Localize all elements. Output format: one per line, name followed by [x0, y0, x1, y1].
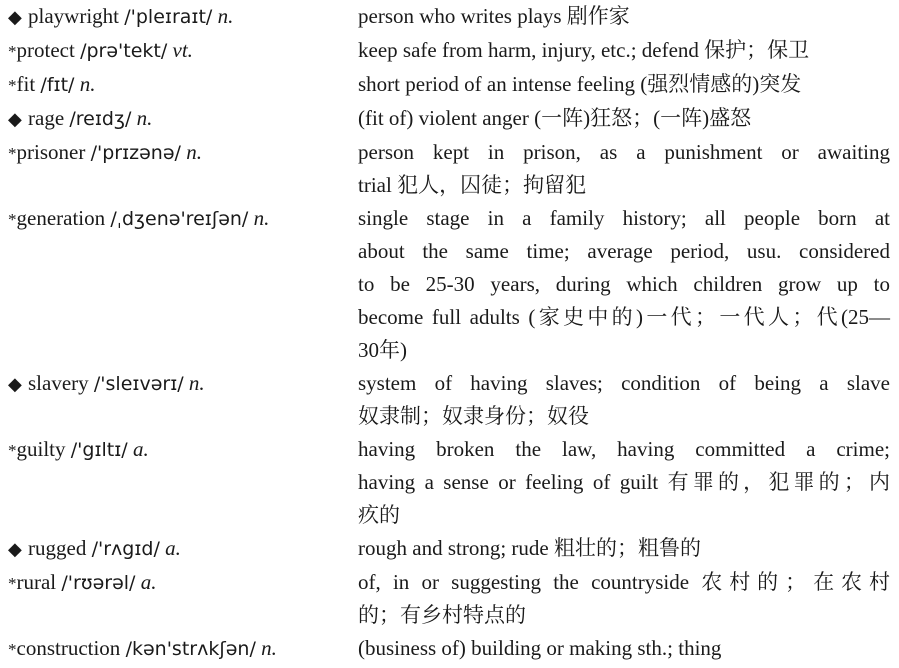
glossary-entry [8, 68, 892, 102]
definition-line: 奴隶制；奴隶身份；奴役 [358, 404, 589, 428]
entry-definition [358, 532, 890, 565]
entry-headword [8, 0, 358, 34]
glossary-entry [8, 532, 892, 566]
entry-part-of-speech: vt. [172, 38, 193, 62]
glossary-entry [8, 433, 892, 532]
entry-phonetic: /reɪdʒ/ [69, 108, 132, 130]
definition-line: short period of an intense feeling (强烈情感的)突发 [358, 72, 802, 96]
entry-definition [358, 68, 890, 101]
entry-definition [358, 0, 890, 33]
asterisk-marker-icon: * [8, 441, 17, 460]
asterisk-marker-icon: * [8, 42, 17, 61]
definition-line: rough and strong; rude 粗壮的；粗鲁的 [358, 536, 701, 560]
definition-line: having broken the law, having committed a crime; [358, 437, 890, 461]
entry-phonetic: /prə'tekt/ [80, 40, 168, 62]
entry-part-of-speech: a. [140, 570, 157, 594]
glossary-entry [8, 566, 892, 632]
entry-word: guilty [16, 437, 66, 461]
entry-part-of-speech: a. [165, 536, 181, 560]
entry-part-of-speech: n. [261, 636, 277, 660]
glossary-entry [8, 202, 892, 367]
entry-definition [358, 367, 890, 433]
definition-line: about the same time; average period, usu. considered [358, 239, 890, 263]
glossary-entry [8, 367, 892, 433]
entry-definition [358, 632, 890, 665]
asterisk-marker-icon: * [8, 76, 17, 95]
entry-headword [8, 632, 358, 666]
definition-line: person kept in prison, as a punishment or awaiting [358, 140, 890, 164]
entry-definition [358, 566, 890, 632]
entry-phonetic: /fɪt/ [40, 74, 75, 96]
diamond-marker-icon: ◆ [8, 539, 22, 559]
entry-part-of-speech: a. [132, 437, 149, 461]
entry-part-of-speech: n. [79, 72, 96, 96]
entry-definition [358, 102, 890, 135]
entry-headword [8, 136, 358, 170]
entry-headword [8, 566, 358, 600]
asterisk-marker-icon: * [8, 574, 17, 593]
entry-phonetic: /'sleɪvərɪ/ [93, 373, 184, 395]
definition-line: (fit of) violent anger (一阵)狂怒；(一阵)盛怒 [358, 106, 752, 130]
entry-word: prisoner [16, 140, 86, 164]
entry-word: protect [16, 38, 75, 62]
glossary-entry [8, 102, 892, 136]
definition-line: 30年) [358, 338, 407, 362]
definition-line: of, in or suggesting the countryside 农村的；在农村 [358, 570, 890, 594]
entry-headword [8, 34, 358, 68]
glossary-entry [8, 34, 892, 68]
entry-phonetic: /'rʌgɪd/ [91, 538, 160, 560]
entry-headword [8, 202, 358, 236]
entry-headword [8, 433, 358, 467]
entry-phonetic: /'rʊərəl/ [61, 572, 136, 594]
diamond-marker-icon: ◆ [8, 109, 22, 129]
definition-line: to be 25-30 years, during which children grow up to [358, 272, 890, 296]
entry-word: construction [16, 636, 121, 660]
glossary-list [8, 0, 892, 666]
asterisk-marker-icon: * [8, 640, 17, 659]
diamond-marker-icon: ◆ [8, 7, 22, 27]
entry-headword [8, 68, 358, 102]
entry-definition [358, 136, 890, 202]
entry-word: generation [16, 206, 106, 230]
definition-line: become full adults (家史中的)一代；一代人；代(25— [358, 305, 890, 329]
entry-headword [8, 102, 358, 136]
entry-phonetic: /kən'strʌkʃən/ [125, 638, 256, 660]
entry-part-of-speech: n. [136, 106, 153, 130]
definition-line: system of having slaves; condition of being a slave [358, 371, 890, 395]
definition-line: single stage in a family history; all people born at [358, 206, 890, 230]
entry-part-of-speech: n. [186, 140, 202, 164]
entry-word: slavery [28, 371, 89, 395]
entry-word: fit [16, 72, 36, 96]
entry-definition [358, 202, 890, 367]
entry-definition [358, 34, 890, 67]
entry-word: rural [16, 570, 57, 594]
entry-part-of-speech: n. [188, 371, 205, 395]
entry-phonetic: /'pleɪraɪt/ [124, 6, 213, 28]
entry-phonetic: /ˌdʒenə'reɪʃən/ [110, 208, 249, 230]
entry-word: rage [28, 106, 65, 130]
entry-phonetic: /'prɪzənə/ [90, 142, 181, 164]
definition-line: person who writes plays 剧作家 [358, 4, 630, 28]
diamond-marker-icon: ◆ [8, 374, 22, 394]
definition-line: having a sense or feeling of guilt 有罪的，犯罪的；内 [358, 470, 890, 494]
asterisk-marker-icon: * [8, 210, 17, 229]
entry-part-of-speech: n. [253, 206, 270, 230]
entry-headword [8, 532, 358, 566]
definition-line: 的；有乡村特点的 [358, 603, 526, 627]
definition-line: 疚的 [358, 503, 400, 527]
glossary-entry [8, 0, 892, 34]
asterisk-marker-icon: * [8, 144, 17, 163]
entry-phonetic: /'gɪltɪ/ [70, 439, 128, 461]
entry-definition [358, 433, 890, 532]
entry-word: playwright [28, 4, 119, 28]
entry-headword [8, 367, 358, 401]
definition-line: (business of) building or making sth.; thing [358, 636, 722, 660]
definition-line: keep safe from harm, injury, etc.; defend 保护；保卫 [358, 38, 810, 62]
entry-part-of-speech: n. [217, 4, 234, 28]
definition-line: trial 犯人，囚徒；拘留犯 [358, 173, 587, 197]
entry-word: rugged [28, 536, 87, 560]
glossary-entry [8, 136, 892, 202]
glossary-entry [8, 632, 892, 666]
